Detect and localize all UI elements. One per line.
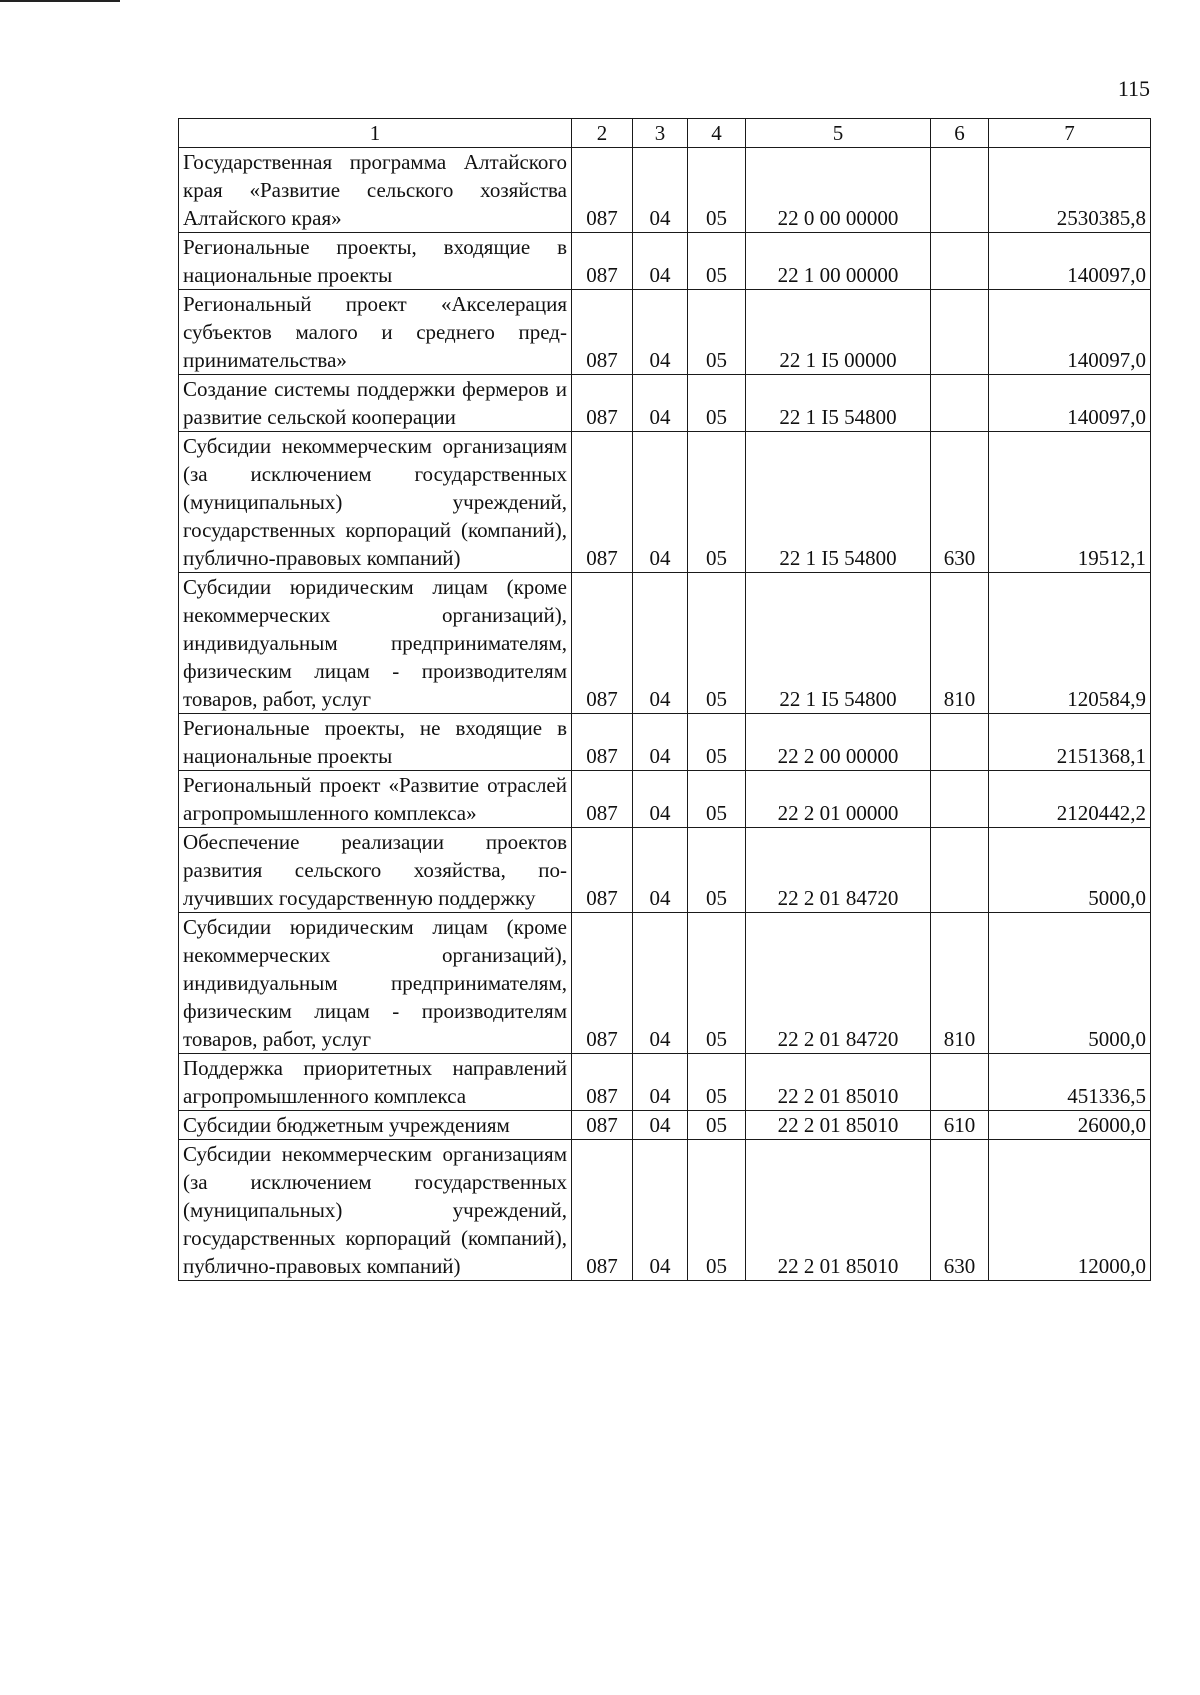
subsection-code: 05 [688, 714, 746, 771]
table-row [179, 1140, 1151, 1281]
target-item-code: 22 1 00 00000 [746, 233, 931, 290]
table-row [179, 432, 1151, 573]
expense-type-code [931, 233, 989, 290]
page-number: 115 [1117, 76, 1150, 101]
ministry-code: 087 [572, 148, 633, 233]
amount: 5000,0 [989, 828, 1151, 913]
table-row [179, 233, 1151, 290]
table-row [179, 290, 1151, 375]
ministry-code: 087 [572, 375, 633, 432]
section-code: 04 [633, 290, 688, 375]
amount: 140097,0 [989, 233, 1151, 290]
amount: 19512,1 [989, 432, 1151, 573]
section-code: 04 [633, 714, 688, 771]
subsection-code: 05 [688, 828, 746, 913]
expense-type-code [931, 714, 989, 771]
amount: 2530385,8 [989, 148, 1151, 233]
ministry-code: 087 [572, 828, 633, 913]
amount: 140097,0 [989, 375, 1151, 432]
target-item-code: 22 2 01 84720 [746, 828, 931, 913]
subsection-code: 05 [688, 1140, 746, 1281]
item-name: Создание системы поддержки фермеров и развитие сельской кооперации [179, 375, 572, 432]
expense-type-code [931, 828, 989, 913]
table-row [179, 771, 1151, 828]
subsection-code: 05 [688, 573, 746, 714]
amount: 140097,0 [989, 290, 1151, 375]
expense-type-code [931, 148, 989, 233]
column-header-7: 7 [989, 119, 1151, 148]
target-item-code: 22 0 00 00000 [746, 148, 931, 233]
subsection-code: 05 [688, 375, 746, 432]
amount: 26000,0 [989, 1111, 1151, 1140]
table-row [179, 375, 1151, 432]
target-item-code: 22 2 01 84720 [746, 913, 931, 1054]
item-name: Субсидии некоммерческим организациям (за исключением государственных (муниципальных) учреждений, государственных корпораций (компаний), публично-правовых компаний) [179, 1140, 572, 1281]
target-item-code: 22 1 I5 54800 [746, 573, 931, 714]
section-code: 04 [633, 148, 688, 233]
section-code: 04 [633, 233, 688, 290]
item-name: Субсидии юридическим лицам (кроме некоммерческих организаций), индивидуальным предпринимателям, физическим лицам - производителям товаров, работ, услуг [179, 573, 572, 714]
amount: 2120442,2 [989, 771, 1151, 828]
ministry-code: 087 [572, 432, 633, 573]
section-code: 04 [633, 1140, 688, 1281]
item-name: Субсидии юридическим лицам (кроме некоммерческих организаций), индивидуальным предпринимателям, физическим лицам - производителям товаров, работ, услуг [179, 913, 572, 1054]
subsection-code: 05 [688, 1054, 746, 1111]
table-row [179, 913, 1151, 1054]
item-name: Субсидии бюджетным учреждениям [179, 1111, 572, 1140]
expense-type-code [931, 375, 989, 432]
table-row [179, 714, 1151, 771]
ministry-code: 087 [572, 714, 633, 771]
ministry-code: 087 [572, 290, 633, 375]
table-row [179, 148, 1151, 233]
subsection-code: 05 [688, 1111, 746, 1140]
expense-type-code: 630 [931, 1140, 989, 1281]
table-header-row [179, 119, 1151, 148]
target-item-code: 22 2 01 85010 [746, 1054, 931, 1111]
item-name: Субсидии некоммерческим организациям (за исключением государственных (муниципальных) учреждений, государственных корпораций (компаний), публично-правовых компаний) [179, 432, 572, 573]
column-header-3: 3 [633, 119, 688, 148]
section-code: 04 [633, 771, 688, 828]
ministry-code: 087 [572, 1054, 633, 1111]
expense-type-code: 810 [931, 573, 989, 714]
section-code: 04 [633, 375, 688, 432]
subsection-code: 05 [688, 432, 746, 573]
amount: 120584,9 [989, 573, 1151, 714]
target-item-code: 22 1 I5 00000 [746, 290, 931, 375]
column-header-2: 2 [572, 119, 633, 148]
item-name: Поддержка приоритетных направлений агропромышленного комплекса [179, 1054, 572, 1111]
item-name: Региональный проект «Акселерация субъектов малого и среднего предпринимательства» [179, 290, 572, 375]
target-item-code: 22 1 I5 54800 [746, 432, 931, 573]
subsection-code: 05 [688, 233, 746, 290]
section-code: 04 [633, 573, 688, 714]
subsection-code: 05 [688, 771, 746, 828]
budget-table [178, 118, 1151, 1281]
section-code: 04 [633, 913, 688, 1054]
ministry-code: 087 [572, 1111, 633, 1140]
ministry-code: 087 [572, 1140, 633, 1281]
ministry-code: 087 [572, 913, 633, 1054]
target-item-code: 22 2 01 85010 [746, 1140, 931, 1281]
section-code: 04 [633, 1111, 688, 1140]
ministry-code: 087 [572, 233, 633, 290]
item-name: Государственная программа Алтайского края «Развитие сельского хозяйства Алтайского края» [179, 148, 572, 233]
subsection-code: 05 [688, 913, 746, 1054]
table-row [179, 1054, 1151, 1111]
section-code: 04 [633, 828, 688, 913]
scan-corner-line [0, 0, 120, 2]
table-row [179, 1111, 1151, 1140]
ministry-code: 087 [572, 771, 633, 828]
subsection-code: 05 [688, 148, 746, 233]
column-header-4: 4 [688, 119, 746, 148]
amount: 451336,5 [989, 1054, 1151, 1111]
expense-type-code: 630 [931, 432, 989, 573]
column-header-5: 5 [746, 119, 931, 148]
target-item-code: 22 2 01 00000 [746, 771, 931, 828]
expense-type-code [931, 290, 989, 375]
item-name: Обеспечение реализации проектов развития сельского хозяйства, получивших государственную поддержку [179, 828, 572, 913]
target-item-code: 22 2 00 00000 [746, 714, 931, 771]
column-header-6: 6 [931, 119, 989, 148]
table-row [179, 828, 1151, 913]
section-code: 04 [633, 432, 688, 573]
table-row [179, 573, 1151, 714]
item-name: Региональный проект «Развитие отраслей агропромышленного комплекса» [179, 771, 572, 828]
target-item-code: 22 1 I5 54800 [746, 375, 931, 432]
amount: 5000,0 [989, 913, 1151, 1054]
expense-type-code: 610 [931, 1111, 989, 1140]
target-item-code: 22 2 01 85010 [746, 1111, 931, 1140]
subsection-code: 05 [688, 290, 746, 375]
ministry-code: 087 [572, 573, 633, 714]
expense-type-code: 810 [931, 913, 989, 1054]
amount: 2151368,1 [989, 714, 1151, 771]
expense-type-code [931, 771, 989, 828]
column-header-1: 1 [179, 119, 572, 148]
expense-type-code [931, 1054, 989, 1111]
section-code: 04 [633, 1054, 688, 1111]
amount: 12000,0 [989, 1140, 1151, 1281]
item-name: Региональные проекты, входящие в национальные проекты [179, 233, 572, 290]
item-name: Региональные проекты, не входящие в национальные проекты [179, 714, 572, 771]
